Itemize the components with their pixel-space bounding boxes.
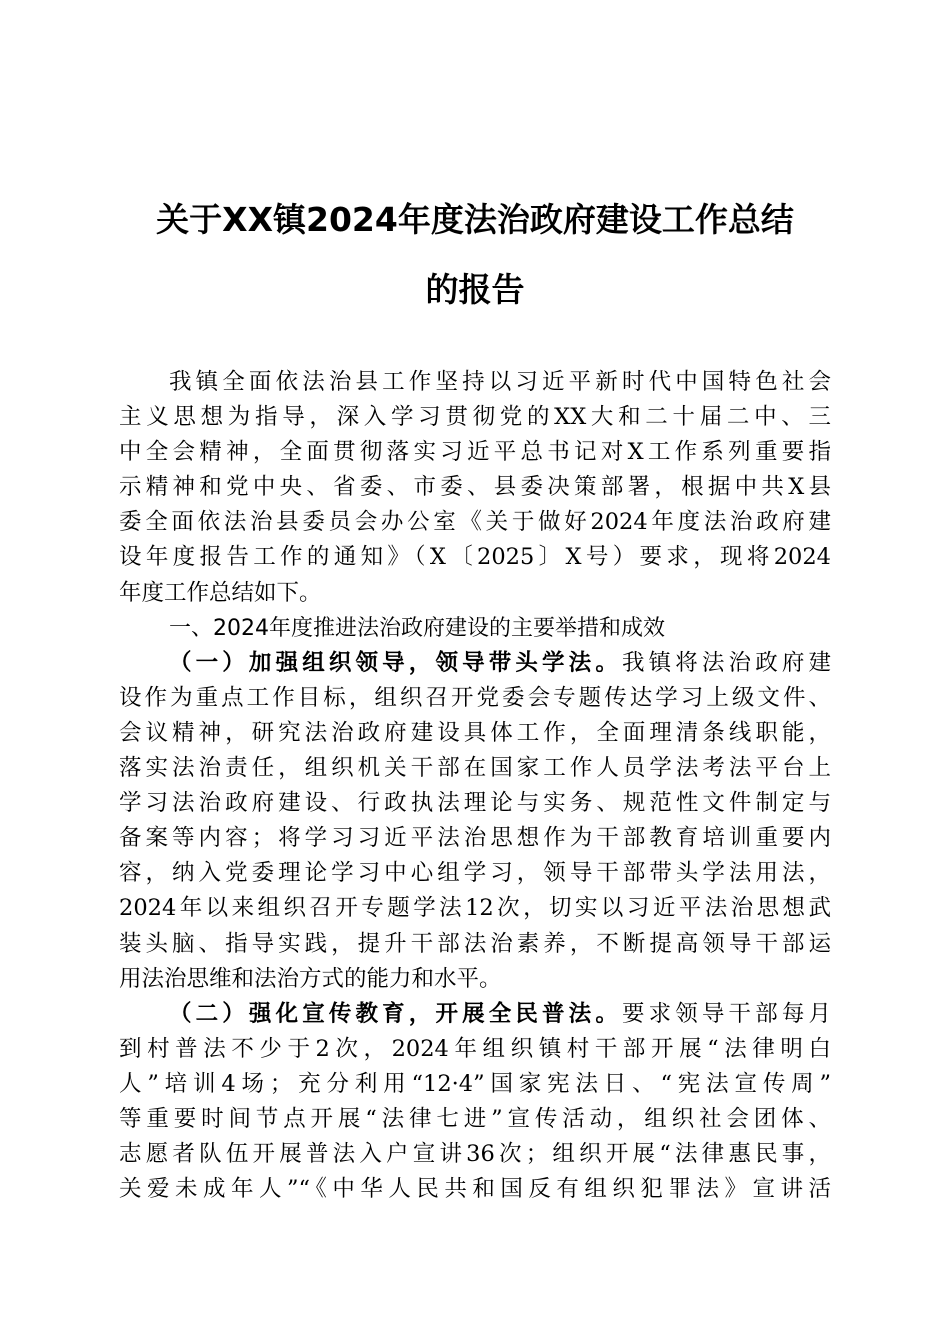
subsection-1-line: 装头脑、指导实践，提升干部法治素养，不断提高领导干部运 (119, 930, 831, 957)
subsection-1-heading: （一）加强组织领导，领导带头学法。 (169, 649, 622, 676)
intro-line: 年度工作总结如下。 (119, 579, 322, 606)
subsection-2-text-start: 要求领导干部每月 (621, 1000, 831, 1027)
subsection-1-line: 容，纳入党委理论学习中心组学习，领导干部带头学法用法， (119, 860, 831, 887)
section-heading-1: 一、2024年度推进法治政府建设的主要举措和成效 (169, 615, 665, 641)
subsection-2-first-line (119, 997, 831, 1032)
intro-line: 示精神和党中央、省委、市委、县委决策部署，根据中共X县 (119, 474, 831, 501)
subsection-1-text-start: 我镇将法治政府建 (621, 649, 831, 676)
intro-line: 设年度报告工作的通知》（X〔2025〕X号）要求，现将2024 (119, 544, 831, 571)
intro-line: 委全面依法治县委员会办公室《关于做好2024年度法治政府建 (119, 509, 831, 536)
subsection-1-line: 用法治思维和法治方式的能力和水平。 (119, 965, 502, 992)
subsection-2-line: 到村普法不少于2次，2024年组织镇村干部开展“法律明白 (119, 1035, 831, 1062)
document-title-line-1: 关于XX镇2024年度法治政府建设工作总结 (156, 200, 794, 239)
subsection-2-line: 关爱未成年人”“《中华人民共和国反有组织犯罪法》宣讲活 (119, 1176, 831, 1203)
subsection-1-line: 备案等内容；将学习习近平法治思想作为干部教育培训重要内 (119, 825, 831, 852)
intro-line: 中全会精神，全面贯彻落实习近平总书记对X工作系列重要指 (119, 439, 831, 466)
subsection-1-first-line (119, 646, 831, 681)
document-title-line-2: 的报告 (425, 270, 525, 309)
subsection-1-line: 学习法治政府建设、行政执法理论与实务、规范性文件制定与 (119, 790, 831, 817)
intro-line: 主义思想为指导，深入学习贯彻党的XX大和二十届二中、三 (119, 404, 831, 431)
subsection-1-line: 会议精神，研究法治政府建设具体工作，全面理清条线职能， (119, 719, 831, 746)
subsection-1-line: 落实法治责任，组织机关干部在国家工作人员学法考法平台上 (119, 755, 831, 782)
subsection-1-line: 设作为重点工作目标，组织召开党委会专题传达学习上级文件、 (119, 684, 831, 711)
subsection-2-heading: （二）强化宣传教育，开展全民普法。 (169, 1000, 622, 1027)
subsection-2-line: 志愿者队伍开展普法入户宣讲36次；组织开展“法律惠民事， (119, 1141, 831, 1168)
subsection-2-line: 等重要时间节点开展“法律七进”宣传活动，组织社会团体、 (119, 1105, 831, 1132)
document-body (119, 365, 831, 1207)
intro-line: 我镇全面依法治县工作坚持以习近平新时代中国特色社会 (169, 369, 831, 395)
subsection-1-line: 2024年以来组织召开专题学法12次，切实以习近平法治思想武 (119, 895, 831, 922)
subsection-2-line: 人”培训4场；充分利用“12·4”国家宪法日、“宪法宣传周” (119, 1070, 831, 1097)
